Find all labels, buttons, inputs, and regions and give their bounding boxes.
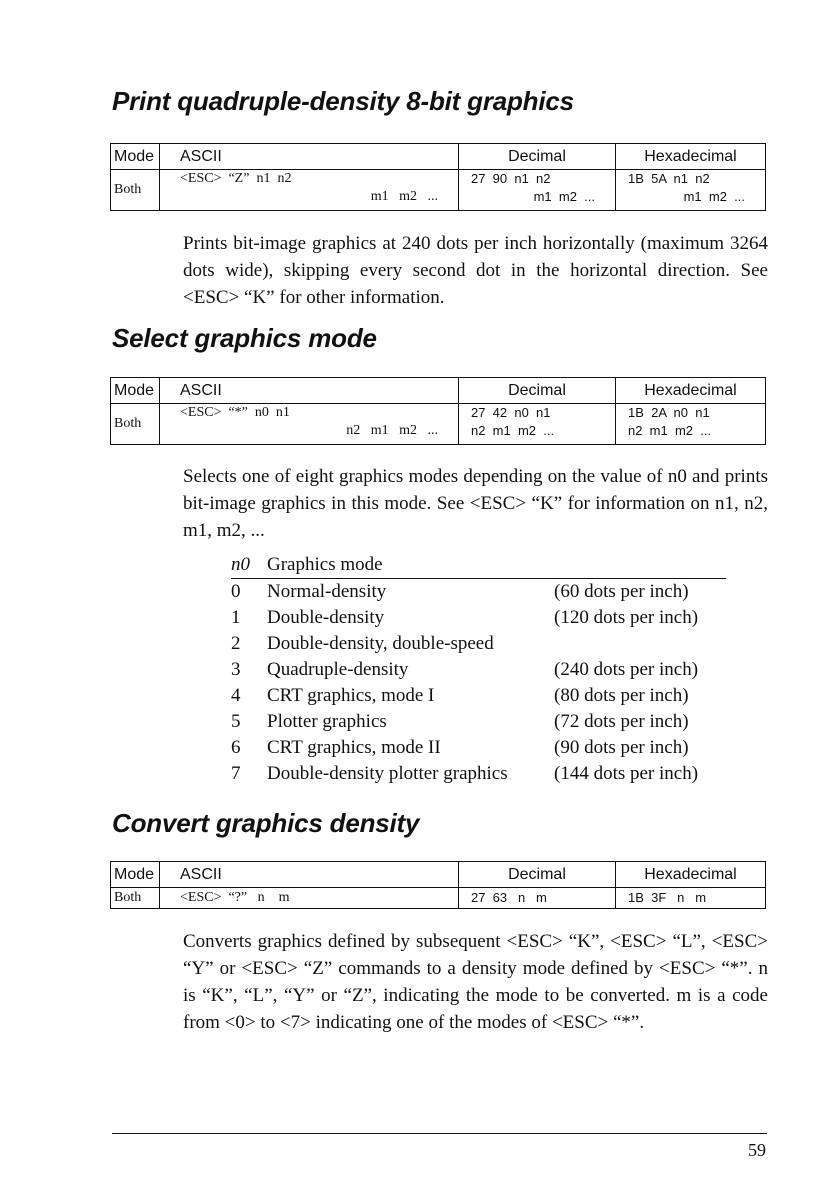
decimal-cell [459, 170, 616, 211]
header-ascii: ASCII [160, 378, 459, 404]
header-hex: Hexadecimal [616, 378, 766, 404]
mode-number: 4 [231, 685, 241, 706]
ascii-cell [160, 170, 459, 211]
mode-name: Normal-density [267, 581, 387, 602]
mode-dpi: (144 dots per inch) [554, 763, 699, 784]
header-hex: Hexadecimal [616, 144, 766, 170]
header-decimal: Decimal [459, 144, 616, 170]
mode-row [231, 657, 726, 683]
ascii-line-2: m1 m2 ... [370, 189, 438, 204]
header-hex: Hexadecimal [616, 862, 766, 888]
mode-cell: Both [111, 404, 160, 445]
page-number: 59 [748, 1140, 766, 1160]
ascii-line-1: <ESC> “?” n m [180, 890, 290, 905]
hex-cell [616, 170, 766, 211]
decimal-cell [459, 888, 616, 909]
mode-name: Quadruple-density [267, 659, 409, 680]
ascii-line-1: <ESC> “Z” n1 n2 [180, 171, 292, 186]
header-decimal: Decimal [459, 862, 616, 888]
mode-number: 0 [231, 581, 241, 602]
mode-row [231, 605, 726, 631]
header-mode: Mode [111, 144, 160, 170]
description-select-graphics-mode: Selects one of eight graphics modes depending on the value of n0 and prints bit-image graphics in this mode. See <ESC> “K” for information on n1, n2, m1, m2, ... [183, 466, 768, 541]
mode-row [231, 735, 726, 761]
header-n0: n0 [231, 554, 250, 575]
mode-number: 3 [231, 659, 241, 680]
mode-number: 7 [231, 763, 241, 784]
header-decimal: Decimal [459, 378, 616, 404]
mode-number: 6 [231, 737, 241, 758]
command-table-esc-z [110, 143, 766, 211]
mode-row [231, 683, 726, 709]
graphics-mode-header [231, 554, 726, 579]
hex-cell [616, 404, 766, 445]
mode-name: CRT graphics, mode I [267, 685, 435, 706]
hex-cell [616, 888, 766, 909]
header-ascii: ASCII [160, 862, 459, 888]
mode-number: 5 [231, 711, 241, 732]
command-table-esc-question [110, 861, 766, 909]
mode-dpi: (240 dots per inch) [554, 659, 699, 680]
mode-dpi: (90 dots per inch) [554, 737, 689, 758]
mode-dpi: (72 dots per inch) [554, 711, 689, 732]
mode-name: CRT graphics, mode II [267, 737, 441, 758]
header-mode: Mode [111, 378, 160, 404]
mode-dpi: (80 dots per inch) [554, 685, 689, 706]
description-convert-graphics-density: Converts graphics defined by subsequent <ESC> “K”, <ESC> “L”, <ESC> “Y” or <ESC> “Z” commands to a density mode defined by <ESC> “*”. n is “K”, “L”, “Y” or “Z”, indicating the mode to be converted. m is a code from <0> to <7> indicating one of the modes of <ESC> “*”. [183, 931, 768, 1033]
command-table-esc-star [110, 377, 766, 445]
ascii-line-2: n2 m1 m2 ... [346, 423, 438, 438]
ascii-line-1: <ESC> “*” n0 n1 [180, 405, 290, 420]
ascii-cell [160, 888, 459, 909]
footer-rule [112, 1133, 767, 1134]
hex-line-2: n2 m1 m2 ... [628, 423, 712, 438]
mode-name: Double-density, double-speed [267, 633, 494, 654]
mode-row [231, 709, 726, 735]
decimal-line-2: n2 m1 m2 ... [471, 423, 555, 438]
section-title-select-graphics-mode: Select graphics mode [112, 323, 377, 353]
header-graphics-mode: Graphics mode [267, 554, 383, 575]
header-ascii: ASCII [160, 144, 459, 170]
mode-name: Double-density [267, 607, 385, 628]
description-quadruple-density: Prints bit-image graphics at 240 dots per inch horizontally (maximum 3264 dots wide), skipping every second dot in the horizontal direction. See <ESC> “K” for other information. [183, 233, 768, 308]
hex-line-1: 1B 5A n1 n2 [628, 171, 710, 186]
mode-name: Plotter graphics [267, 711, 387, 732]
decimal-line-1: 27 90 n1 n2 [471, 171, 551, 186]
mode-number: 2 [231, 633, 241, 654]
hex-line-1: 1B 3F n m [628, 890, 707, 905]
decimal-cell [459, 404, 616, 445]
hex-line-2: m1 m2 ... [683, 189, 745, 204]
mode-row [231, 579, 726, 605]
mode-row [231, 631, 726, 657]
mode-cell: Both [111, 170, 160, 211]
graphics-mode-table [231, 554, 726, 787]
header-mode: Mode [111, 862, 160, 888]
mode-number: 1 [231, 607, 241, 628]
decimal-line-2: m1 m2 ... [533, 189, 595, 204]
section-title-convert-graphics-density: Convert graphics density [112, 808, 420, 838]
mode-dpi: (120 dots per inch) [554, 607, 699, 628]
mode-dpi: (60 dots per inch) [554, 581, 689, 602]
section-title-quadruple-density: Print quadruple-density 8-bit graphics [112, 86, 574, 116]
hex-line-1: 1B 2A n0 n1 [628, 405, 710, 420]
decimal-line-1: 27 63 n m [471, 890, 547, 905]
mode-name: Double-density plotter graphics [267, 763, 508, 784]
ascii-cell [160, 404, 459, 445]
decimal-line-1: 27 42 n0 n1 [471, 405, 551, 420]
mode-cell: Both [111, 888, 160, 909]
mode-row [231, 761, 726, 787]
